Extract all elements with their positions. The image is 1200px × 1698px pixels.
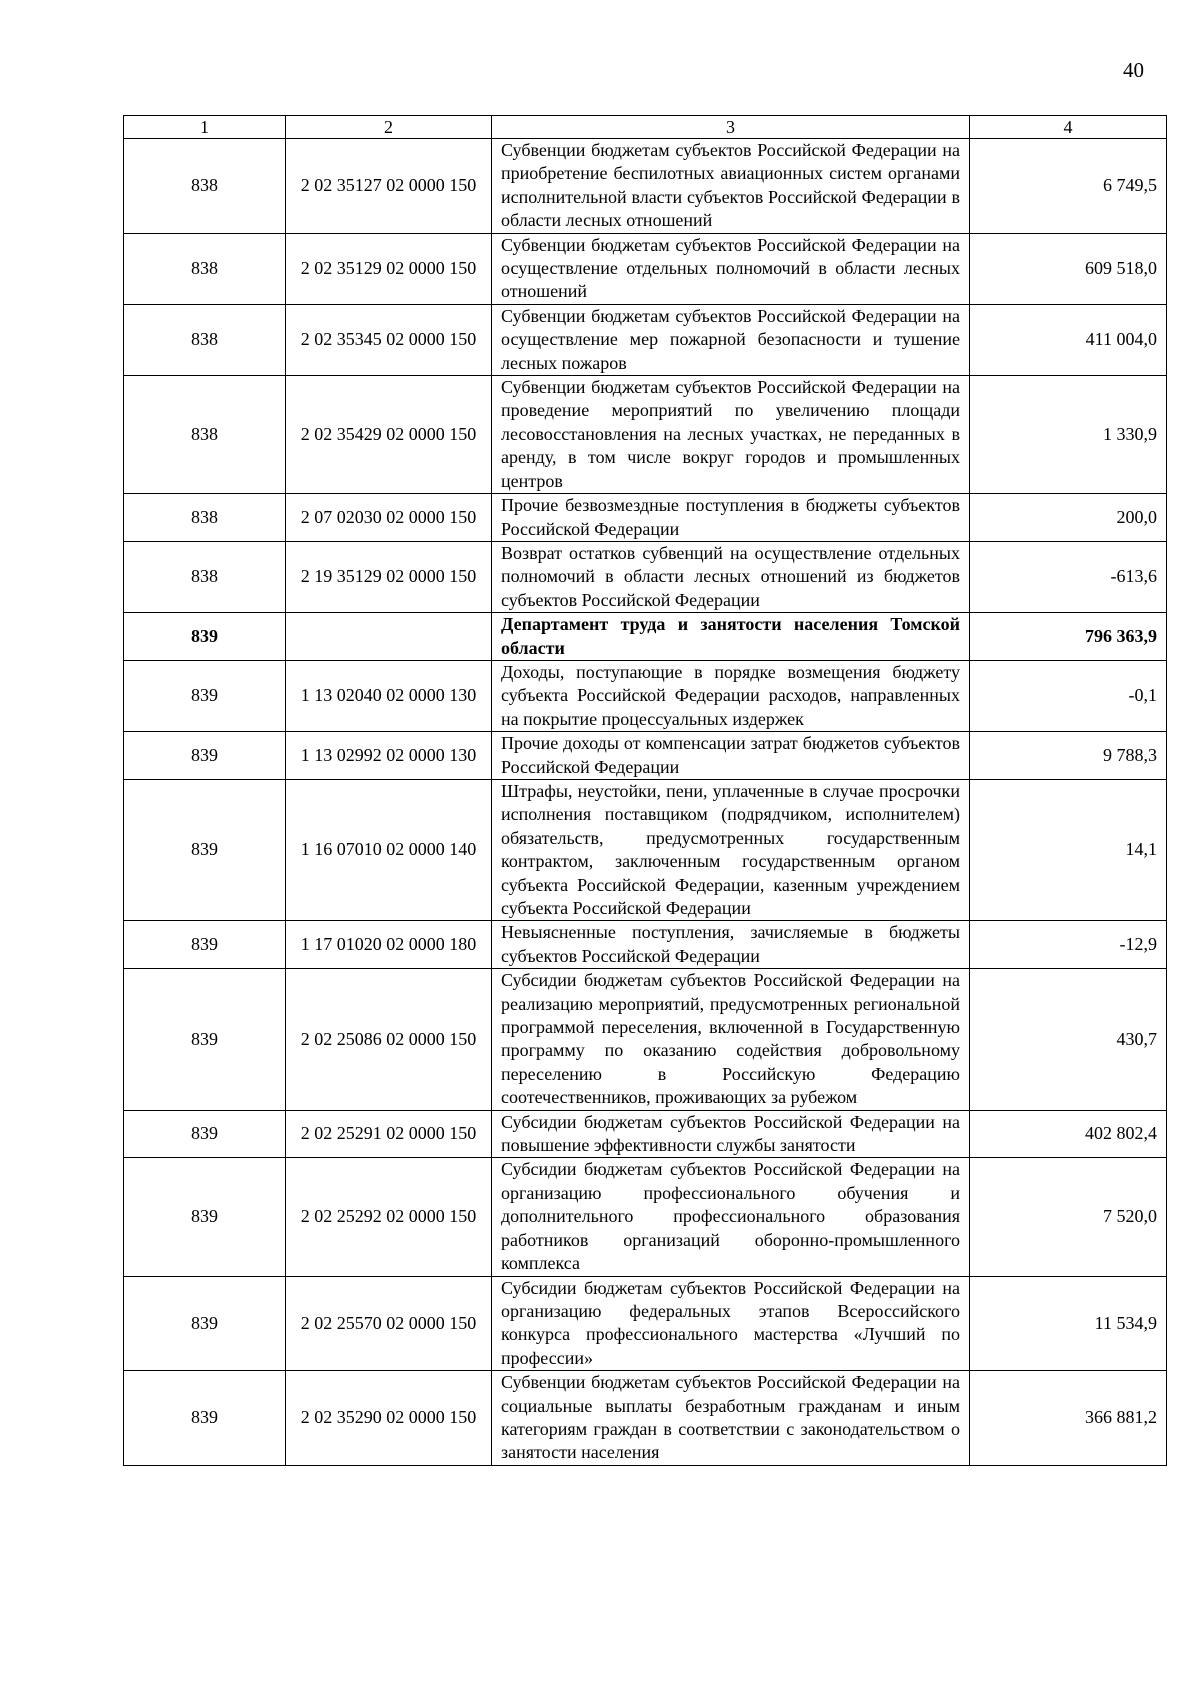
revenue-code-cell: 1 13 02040 02 0000 130 bbox=[286, 660, 492, 731]
revenue-name-cell: Доходы, поступающие в порядке возмещения бюджету субъекта Российской Федерации расходов, направленных на покрытие процессуальных издержек bbox=[492, 660, 970, 731]
table-row bbox=[124, 921, 1167, 969]
revenue-name-cell: Субсидии бюджетам субъектов Российской Федерации на организацию профессионального обучения и дополнительного профессионального образования работников организаций оборонно-промышленного комплекса bbox=[492, 1158, 970, 1276]
revenue-name-cell: Прочие безвозмездные поступления в бюджеты субъектов Российской Федерации bbox=[492, 494, 970, 542]
revenue-name-cell: Субсидии бюджетам субъектов Российской Федерации на повышение эффективности службы занятости bbox=[492, 1110, 970, 1158]
admin-code-cell: 838 bbox=[124, 233, 286, 304]
revenue-name-cell: Субвенции бюджетам субъектов Российской Федерации на осуществление мер пожарной безопасности и тушение лесных пожаров bbox=[492, 304, 970, 375]
admin-code-cell: 838 bbox=[124, 494, 286, 542]
revenue-name-cell: Штрафы, неустойки, пени, уплаченные в случае просрочки исполнения поставщиком (подрядчиком, исполнителем) обязательств, предусмотренных государственным контрактом, заключенным государственным органом субъекта Российской Федерации, казенным учреждением субъекта Российской Федерации bbox=[492, 779, 970, 920]
amount-cell: 796 363,9 bbox=[970, 613, 1167, 661]
amount-cell: 200,0 bbox=[970, 494, 1167, 542]
revenue-code-cell: 2 02 35129 02 0000 150 bbox=[286, 233, 492, 304]
table-row bbox=[124, 732, 1167, 780]
admin-code-cell: 839 bbox=[124, 660, 286, 731]
table-row bbox=[124, 660, 1167, 731]
revenue-code-cell: 1 16 07010 02 0000 140 bbox=[286, 779, 492, 920]
admin-code-cell: 838 bbox=[124, 376, 286, 494]
amount-cell: 411 004,0 bbox=[970, 304, 1167, 375]
revenue-name-cell: Субвенции бюджетам субъектов Российской Федерации на проведение мероприятий по увеличению площади лесовосстановления на лесных участках, не переданных в аренду, в том числе вокруг городов и промышленных центров bbox=[492, 376, 970, 494]
amount-cell: 609 518,0 bbox=[970, 233, 1167, 304]
column-header-4: 4 bbox=[970, 116, 1167, 139]
amount-cell: 430,7 bbox=[970, 969, 1167, 1110]
table-row bbox=[124, 494, 1167, 542]
amount-cell: 9 788,3 bbox=[970, 732, 1167, 780]
table-row bbox=[124, 1110, 1167, 1158]
admin-code-cell: 838 bbox=[124, 139, 286, 234]
column-header-3: 3 bbox=[492, 116, 970, 139]
amount-cell: 11 534,9 bbox=[970, 1276, 1167, 1371]
admin-code-cell: 839 bbox=[124, 1276, 286, 1371]
table-row bbox=[124, 1276, 1167, 1371]
department-row bbox=[124, 613, 1167, 661]
table-row bbox=[124, 969, 1167, 1110]
revenue-code-cell: 2 02 25086 02 0000 150 bbox=[286, 969, 492, 1110]
amount-cell: -12,9 bbox=[970, 921, 1167, 969]
amount-cell: 366 881,2 bbox=[970, 1371, 1167, 1466]
admin-code-cell: 838 bbox=[124, 541, 286, 612]
column-header-1: 1 bbox=[124, 116, 286, 139]
table-body bbox=[124, 139, 1167, 1466]
revenue-code-cell: 2 19 35129 02 0000 150 bbox=[286, 541, 492, 612]
admin-code-cell: 839 bbox=[124, 1158, 286, 1276]
amount-cell: 1 330,9 bbox=[970, 376, 1167, 494]
revenue-name-cell: Субсидии бюджетам субъектов Российской Федерации на реализацию мероприятий, предусмотренных региональной программой переселения, включенной в Государственную программу по оказанию содействия добровольному переселению в Российскую Федерацию соотечественников, проживающих за рубежом bbox=[492, 969, 970, 1110]
revenue-code-cell: 2 02 25570 02 0000 150 bbox=[286, 1276, 492, 1371]
table-row bbox=[124, 541, 1167, 612]
revenue-name-cell: Субвенции бюджетам субъектов Российской Федерации на осуществление отдельных полномочий в области лесных отношений bbox=[492, 233, 970, 304]
revenue-code-cell: 2 02 25291 02 0000 150 bbox=[286, 1110, 492, 1158]
table-row bbox=[124, 304, 1167, 375]
revenue-name-cell: Субвенции бюджетам субъектов Российской Федерации на приобретение беспилотных авиационных систем органами исполнительной власти субъектов Российской Федерации в области лесных отношений bbox=[492, 139, 970, 234]
revenue-name-cell: Прочие доходы от компенсации затрат бюджетов субъектов Российской Федерации bbox=[492, 732, 970, 780]
revenue-name-cell: Субвенции бюджетам субъектов Российской Федерации на социальные выплаты безработным гражданам и иным категориям граждан в соответствии с законодательством о занятости населения bbox=[492, 1371, 970, 1466]
amount-cell: 7 520,0 bbox=[970, 1158, 1167, 1276]
revenue-code-cell: 2 02 35345 02 0000 150 bbox=[286, 304, 492, 375]
admin-code-cell: 839 bbox=[124, 969, 286, 1110]
admin-code-cell: 839 bbox=[124, 732, 286, 780]
amount-cell: 402 802,4 bbox=[970, 1110, 1167, 1158]
column-header-2: 2 bbox=[286, 116, 492, 139]
revenue-name-cell: Департамент труда и занятости населения Томской области bbox=[492, 613, 970, 661]
revenue-code-cell: 1 17 01020 02 0000 180 bbox=[286, 921, 492, 969]
amount-cell: -613,6 bbox=[970, 541, 1167, 612]
table-header-row bbox=[124, 116, 1167, 139]
admin-code-cell: 839 bbox=[124, 779, 286, 920]
revenue-name-cell: Субсидии бюджетам субъектов Российской Федерации на организацию федеральных этапов Всероссийского конкурса профессионального мастерства «Лучший по профессии» bbox=[492, 1276, 970, 1371]
table-row bbox=[124, 139, 1167, 234]
admin-code-cell: 839 bbox=[124, 1371, 286, 1466]
revenue-code-cell: 2 02 35429 02 0000 150 bbox=[286, 376, 492, 494]
table-row bbox=[124, 376, 1167, 494]
revenue-code-cell: 2 02 25292 02 0000 150 bbox=[286, 1158, 492, 1276]
admin-code-cell: 839 bbox=[124, 1110, 286, 1158]
table-row bbox=[124, 1371, 1167, 1466]
amount-cell: 14,1 bbox=[970, 779, 1167, 920]
table-row bbox=[124, 233, 1167, 304]
table-row bbox=[124, 779, 1167, 920]
admin-code-cell: 839 bbox=[124, 613, 286, 661]
amount-cell: -0,1 bbox=[970, 660, 1167, 731]
revenue-name-cell: Возврат остатков субвенций на осуществление отдельных полномочий в области лесных отношений из бюджетов субъектов Российской Федерации bbox=[492, 541, 970, 612]
revenue-code-cell: 1 13 02992 02 0000 130 bbox=[286, 732, 492, 780]
revenue-name-cell: Невыясненные поступления, зачисляемые в бюджеты субъектов Российской Федерации bbox=[492, 921, 970, 969]
revenue-code-cell bbox=[286, 613, 492, 661]
revenue-code-cell: 2 02 35127 02 0000 150 bbox=[286, 139, 492, 234]
amount-cell: 6 749,5 bbox=[970, 139, 1167, 234]
table-row bbox=[124, 1158, 1167, 1276]
admin-code-cell: 838 bbox=[124, 304, 286, 375]
revenue-table bbox=[123, 115, 1167, 1466]
page-number: 40 bbox=[1123, 58, 1144, 82]
revenue-code-cell: 2 07 02030 02 0000 150 bbox=[286, 494, 492, 542]
admin-code-cell: 839 bbox=[124, 921, 286, 969]
revenue-code-cell: 2 02 35290 02 0000 150 bbox=[286, 1371, 492, 1466]
